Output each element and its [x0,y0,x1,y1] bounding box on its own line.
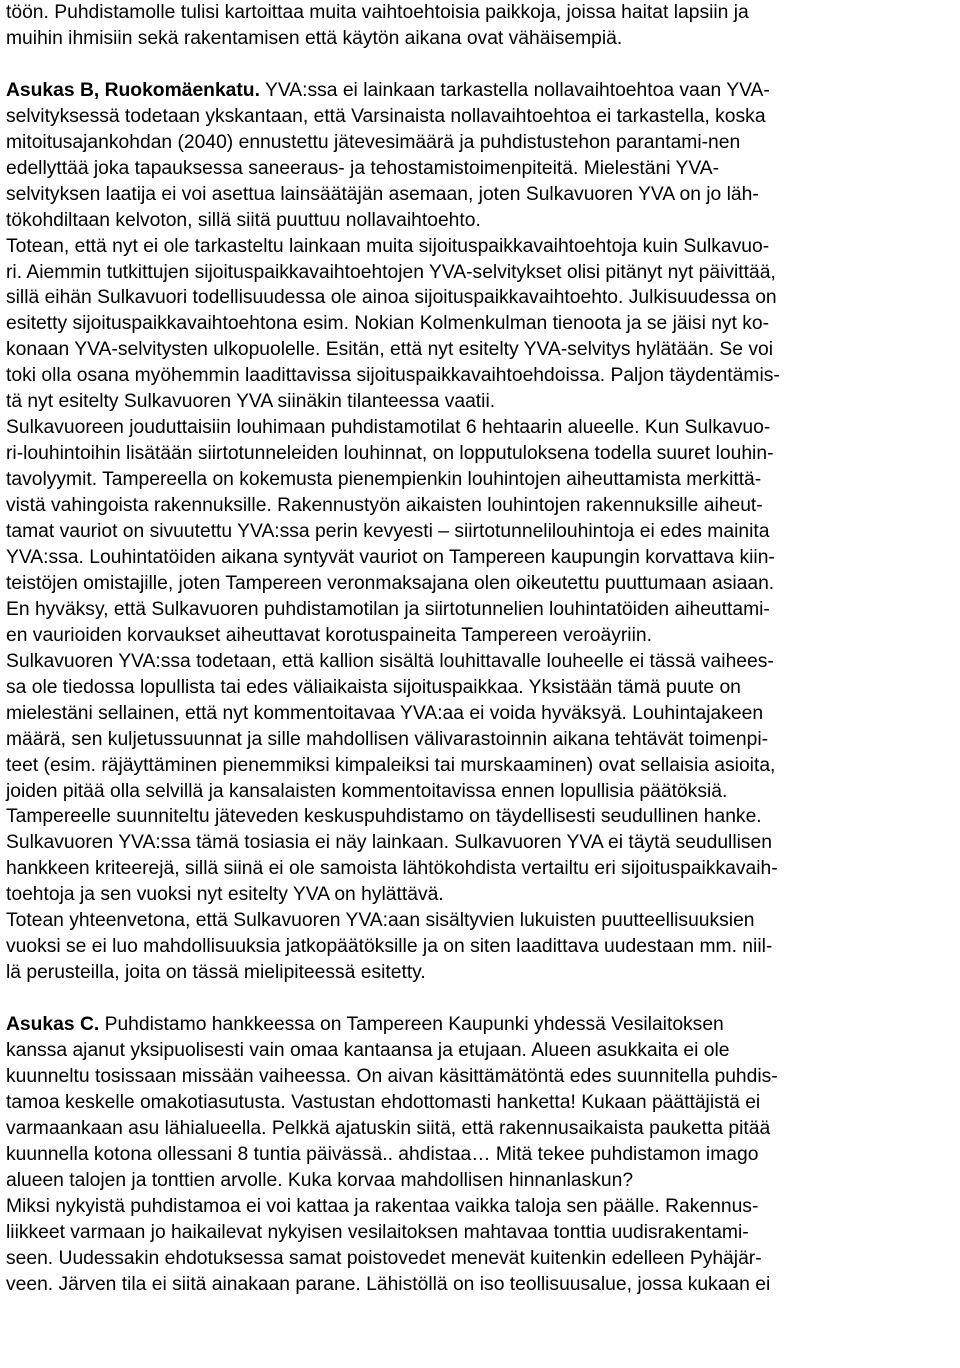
text-line [6,597,770,623]
line-text: veen. Järven tila ei siitä ainakaan parane. Lähistöllä on iso teollisuusalue, jossa kukaan ei [6,1273,771,1295]
line-text: sillä eihän Sulkavuori todellisuudessa ole ainoa sijoituspaikkavaihtoehto. Julkisuudessa on [6,287,777,309]
line-text: Sulkavuoreen jouduttaisiin louhimaan puhdistamotilat 6 hehtaarin alueelle. Kun Sulkavuo- [6,417,771,439]
text-line [6,571,774,597]
line-text: toehtoja ja sen vuoksi nyt esitelty YVA on hylättävä. [6,884,444,906]
section-heading: Asukas C. [6,1014,100,1036]
line-text: mitoitusajankohdan (2040) ennustettu jätevesimäärä ja puhdistustehon parantami-nen [6,131,741,153]
text-line [6,130,740,156]
line-text: alueen talojen ja tonttien arvolle. Kuka korvaa mahdollisen hinnanlaskun? [6,1169,634,1191]
text-line [6,285,777,311]
line-text: tavolyymit. Tampereella on kokemusta pienempienkin louhintojen aiheuttamista merkittä- [6,469,762,491]
line-text: en vaurioiden korvaukset aiheuttavat korotuspaineita Tampereen veroäyriin. [6,624,652,646]
line-text: YVA:ssa. Louhintatöiden aikana syntyvät vauriot on Tampereen kaupungin korvattava kiin- [6,546,775,568]
line-text: Sulkavuoren YVA:ssa todetaan, että kallion sisältä louhittavalle louheelle ei tässä vaihees- [6,650,774,672]
text-line [6,779,727,805]
line-text: edellyttää joka tapauksessa saneeraus- ja tehostamistoimenpiteitä. Mielestäni YVA- [6,157,720,179]
text-line [6,78,770,104]
text-line [6,363,780,389]
text-line [6,156,719,182]
line-text: ri. Aiemmin tutkittujen sijoituspaikkavaihtoehtojen YVA-selvitykset olisi pitänyt nyt päivittää, [6,261,776,283]
text-line [6,623,652,649]
text-line [6,908,755,934]
line-text: sa ole tiedossa lopullista tai edes väliaikaista sijoituspaikkaa. Yksistään tämä puute on [6,676,741,698]
line-text: tamat vauriot on sivuutettu YVA:ssa perin kevyesti – siirtotunnelilouhintoja ei edes mainita [6,521,770,542]
text-line [6,26,622,52]
text-line [6,856,778,882]
line-text: kuunnella kotona ollessani 8 tuntia päivässä.. ahdistaa… Mitä tekee puhdistamon imago [6,1143,759,1165]
text-line [6,1064,778,1090]
line-text: määrä, sen kuljetussuunnat ja sille mahdollisen välivarastoinnin aikana tehtävät toimenpi- [6,728,769,750]
line-text: mielestäni sellainen, että nyt kommentoitavaa YVA:aa ei voida hyväksyä. Louhintajakeen [6,702,764,724]
text-line [6,493,763,519]
text-line [6,960,426,986]
line-text: seen. Uudessakin ehdotuksessa samat poistovedet menevät kuitenkin edelleen Pyhäjär- [6,1247,762,1269]
line-text: joiden pitää olla selvillä ja kansalaisten kommentoitavissa ennen lopullisia päätöksiä. [6,780,728,802]
text-line [6,1142,758,1168]
line-text: Totean yhteenvetona, että Sulkavuoren YVA:aan sisältyvien lukuisten puutteellisuuksien [6,910,755,932]
line-text: varmaankaan asu lähialueella. Pelkkä ajatuskin siitä, että rakennusaikaista pauketta pitää [6,1117,771,1139]
text-line [6,1116,770,1142]
line-text: hankkeen kriteerejä, sillä siinä ei ole samoista lähtökohdista vertailtu eri sijoituspaikkavaih- [6,858,778,880]
line-text: Tampereelle suunniteltu jäteveden keskuspuhdistamo on täydellisesti seudullinen hanke. [6,806,762,828]
section-heading: Asukas B, Ruokomäenkatu. [6,79,260,101]
text-line [6,1220,749,1246]
text-line [6,701,763,727]
text-line [6,1012,724,1038]
text-line [6,882,444,908]
text-line [6,1038,730,1064]
text-line [6,1168,633,1194]
line-text: selvityksessä todetaan ykskantaan, että Varsinaista nollavaihtoehtoa ei tarkastella, koska [6,105,766,127]
text-line [6,519,769,545]
text-line [6,234,769,260]
line-text: teet (esim. räjäyttäminen pienemmiksi kimpaleiksi tai murskaaminen) ovat sellaisia asioita, [6,754,776,776]
line-text: vuoksi se ei luo mahdollisuuksia jatkopäätöksille ja on siten laadittava uudestaan mm. niil- [6,936,773,958]
text-line [6,415,770,441]
text-line [6,1246,762,1272]
line-text: liikkeet varmaan jo haikailevat nykyisen vesilaitoksen mahtavaa tonttia uudisrakentami- [6,1221,749,1243]
text-line [6,467,761,493]
line-text: Totean, että nyt ei ole tarkasteltu lainkaan muita sijoituspaikkavaihtoehtoja kuin Sulkavuo- [6,235,770,257]
text-line [6,1272,770,1298]
line-text: kuunneltu tosissaan missään vaiheessa. On aivan käsittämätöntä edes suunnitella puhdis- [6,1065,778,1087]
text-line [6,182,759,208]
line-text: tamoa keskelle omakotiasutusta. Vastustan ehdottomasti hanketta! Kukaan päättäjistä ei [6,1091,761,1113]
text-line [6,389,495,415]
text-line [6,934,772,960]
text-line [6,727,768,753]
text-line [6,1090,760,1116]
text-line [6,675,741,701]
line-text: ri-louhintoihin lisätään siirtotunneleiden louhinnat, on lopputuloksena todella suuret louhin- [6,443,774,465]
line-text: tökohdiltaan kelvoton, sillä siitä puuttuu nollavaihtoehto. [6,209,481,231]
text-line [6,804,762,830]
line-text: tä nyt esitelty Sulkavuoren YVA siinäkin tilanteessa vaatii. [6,391,496,413]
text-line [6,104,766,130]
text-line [6,649,774,675]
line-text: YVA:ssa ei lainkaan tarkastella nollavaihtoehtoa vaan YVA- [259,79,770,101]
text-line [6,260,776,286]
line-text: muihin ihmisiin sekä rakentamisen että käytön aikana ovat vähäisempiä. [6,27,623,49]
line-text: Puhdistamo hankkeessa on Tampereen Kaupunki yhdessä Vesilaitoksen [99,1014,724,1036]
line-text: kanssa ajanut yksipuolisesti vain omaa kantaansa ja etujaan. Alueen asukkaita ei ole [6,1040,730,1061]
line-text: esitetty sijoituspaikkavaihtoehtona esim. Nokian Kolmenkulman tienoota ja se jäisi nyt ko- [6,313,770,335]
line-text: teistöjen omistajille, joten Tampereen veronmaksajana olen oikeutettu puuttumaan asiaan. [6,572,775,594]
line-text: En hyväksy, että Sulkavuoren puhdistamotilan ja siirtotunnelien louhintatöiden aiheuttami- [6,598,770,620]
text-line [6,830,772,856]
line-text: selvityksen laatija ei voi asettua lainsäätäjän asemaan, joten Sulkavuoren YVA on jo läh- [6,183,759,205]
line-text: toki olla osana myöhemmin laadittavissa sijoituspaikkavaihtoehdoissa. Paljon täydentämis- [6,365,780,387]
line-text: Sulkavuoren YVA:ssa tämä tosiasia ei näy lainkaan. Sulkavuoren YVA ei täytä seudullisen [6,832,772,854]
text-line [6,0,749,26]
text-line [6,441,773,467]
line-text: töön. Puhdistamolle tulisi kartoittaa muita vaihtoehtoisia paikkoja, joissa haitat lapsiin ja [6,2,749,23]
text-line [6,753,775,779]
line-text: Miksi nykyistä puhdistamoa ei voi kattaa ja rakentaa vaikka taloja sen päälle. Rakennus- [6,1195,759,1217]
text-line [6,311,769,337]
line-text: lä perusteilla, joita on tässä mielipiteessä esitetty. [6,962,426,984]
text-line [6,208,481,234]
line-text: konaan YVA-selvitysten ulkopuolelle. Esitän, että nyt esitelty YVA-selvitys hylätään. Se voi [6,339,774,361]
line-text: vistä vahingoista rakennuksille. Rakennustyön aikaisten louhintojen rakennuksille aiheut- [6,495,763,517]
text-line [6,337,773,363]
text-line [6,1194,758,1220]
text-line [6,545,775,571]
